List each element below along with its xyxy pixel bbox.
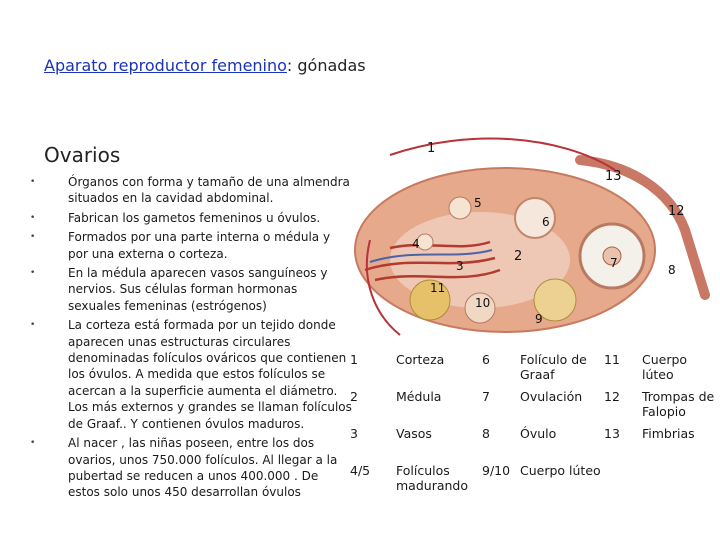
diagram-label: 11 (430, 281, 446, 295)
bullet-icon: • (30, 320, 36, 331)
bullet-item: • En la médula aparecen vasos sanguíneos y nervios. Sus células forman hormonas sexuales femeninas (estrógenos) (30, 266, 328, 313)
legend-row: 4/5 Folículos madurando 9/10 Cuerpo lúteo (350, 463, 601, 493)
bullet-icon: • (30, 177, 36, 187)
diagram-label: 2 (514, 249, 523, 264)
bullet-list (30, 174, 352, 504)
ovary-diagram (330, 130, 720, 350)
diagram-label: 3 (456, 259, 464, 273)
diagram-label: 12 (668, 204, 685, 219)
title-link[interactable]: Aparato reproductor femenino (44, 56, 287, 75)
bullet-icon: • (30, 212, 36, 223)
bullet-item: • La corteza está formada por un tejido donde aparecen unas estructuras circulares denominadas folículos ováricos que contienen los óvulos. A medida que estos folículos se acercan a la superficie aumenta el diámetro. Los más externos y grandes se llaman folículos de Graaf.. Y contienen óvulos maduros. (30, 318, 352, 431)
diagram-label: 8 (668, 263, 676, 277)
slide-title (44, 56, 366, 75)
bullet-item: • Fabrican los gametos femeninos u óvulos. (30, 210, 321, 225)
bullet-item: • Formados por una parte interna o médula y por una externa o corteza. (30, 230, 331, 261)
bullet-icon: • (30, 268, 36, 279)
diagram-label: 5 (474, 196, 482, 210)
bullet-icon: • (30, 232, 36, 243)
legend-row: 1 Corteza 6 Folículo de Graaf 11 Cuerpo lúteo (350, 352, 688, 382)
bullet-item: • Al nacer , las niñas poseen, entre los dos ovarios, unos 750.000 folículos. Al llegar a la pubertad se reducen a unos 400.000 . De estos solo unos 450 desarrollan óvulos (30, 436, 338, 500)
orientation-arrow (390, 139, 615, 170)
bullet-icon: • (30, 438, 36, 449)
diagram-label: 6 (542, 215, 550, 229)
diagram-label: 13 (605, 169, 622, 184)
legend-row: 2 Médula 7 Ovulación 12 Trompas de Falopio (350, 389, 715, 419)
diagram-label: 9 (535, 312, 543, 326)
diagram-label: 4 (412, 237, 420, 251)
section-heading: Ovarios (44, 143, 121, 167)
bullet-item: • Órganos con forma y tamaño de una almendra situados en la cavidad abdominal. (30, 175, 350, 206)
legend-row: 3 Vasos 8 Óvulo 13 Fimbrias (350, 426, 695, 441)
diagram-label: 1 (427, 141, 436, 156)
legend-table (350, 352, 720, 500)
title-suffix: : gónadas (286, 56, 366, 75)
follicle-5 (449, 197, 471, 219)
diagram-label: 7 (610, 256, 618, 270)
diagram-label: 10 (475, 296, 491, 310)
